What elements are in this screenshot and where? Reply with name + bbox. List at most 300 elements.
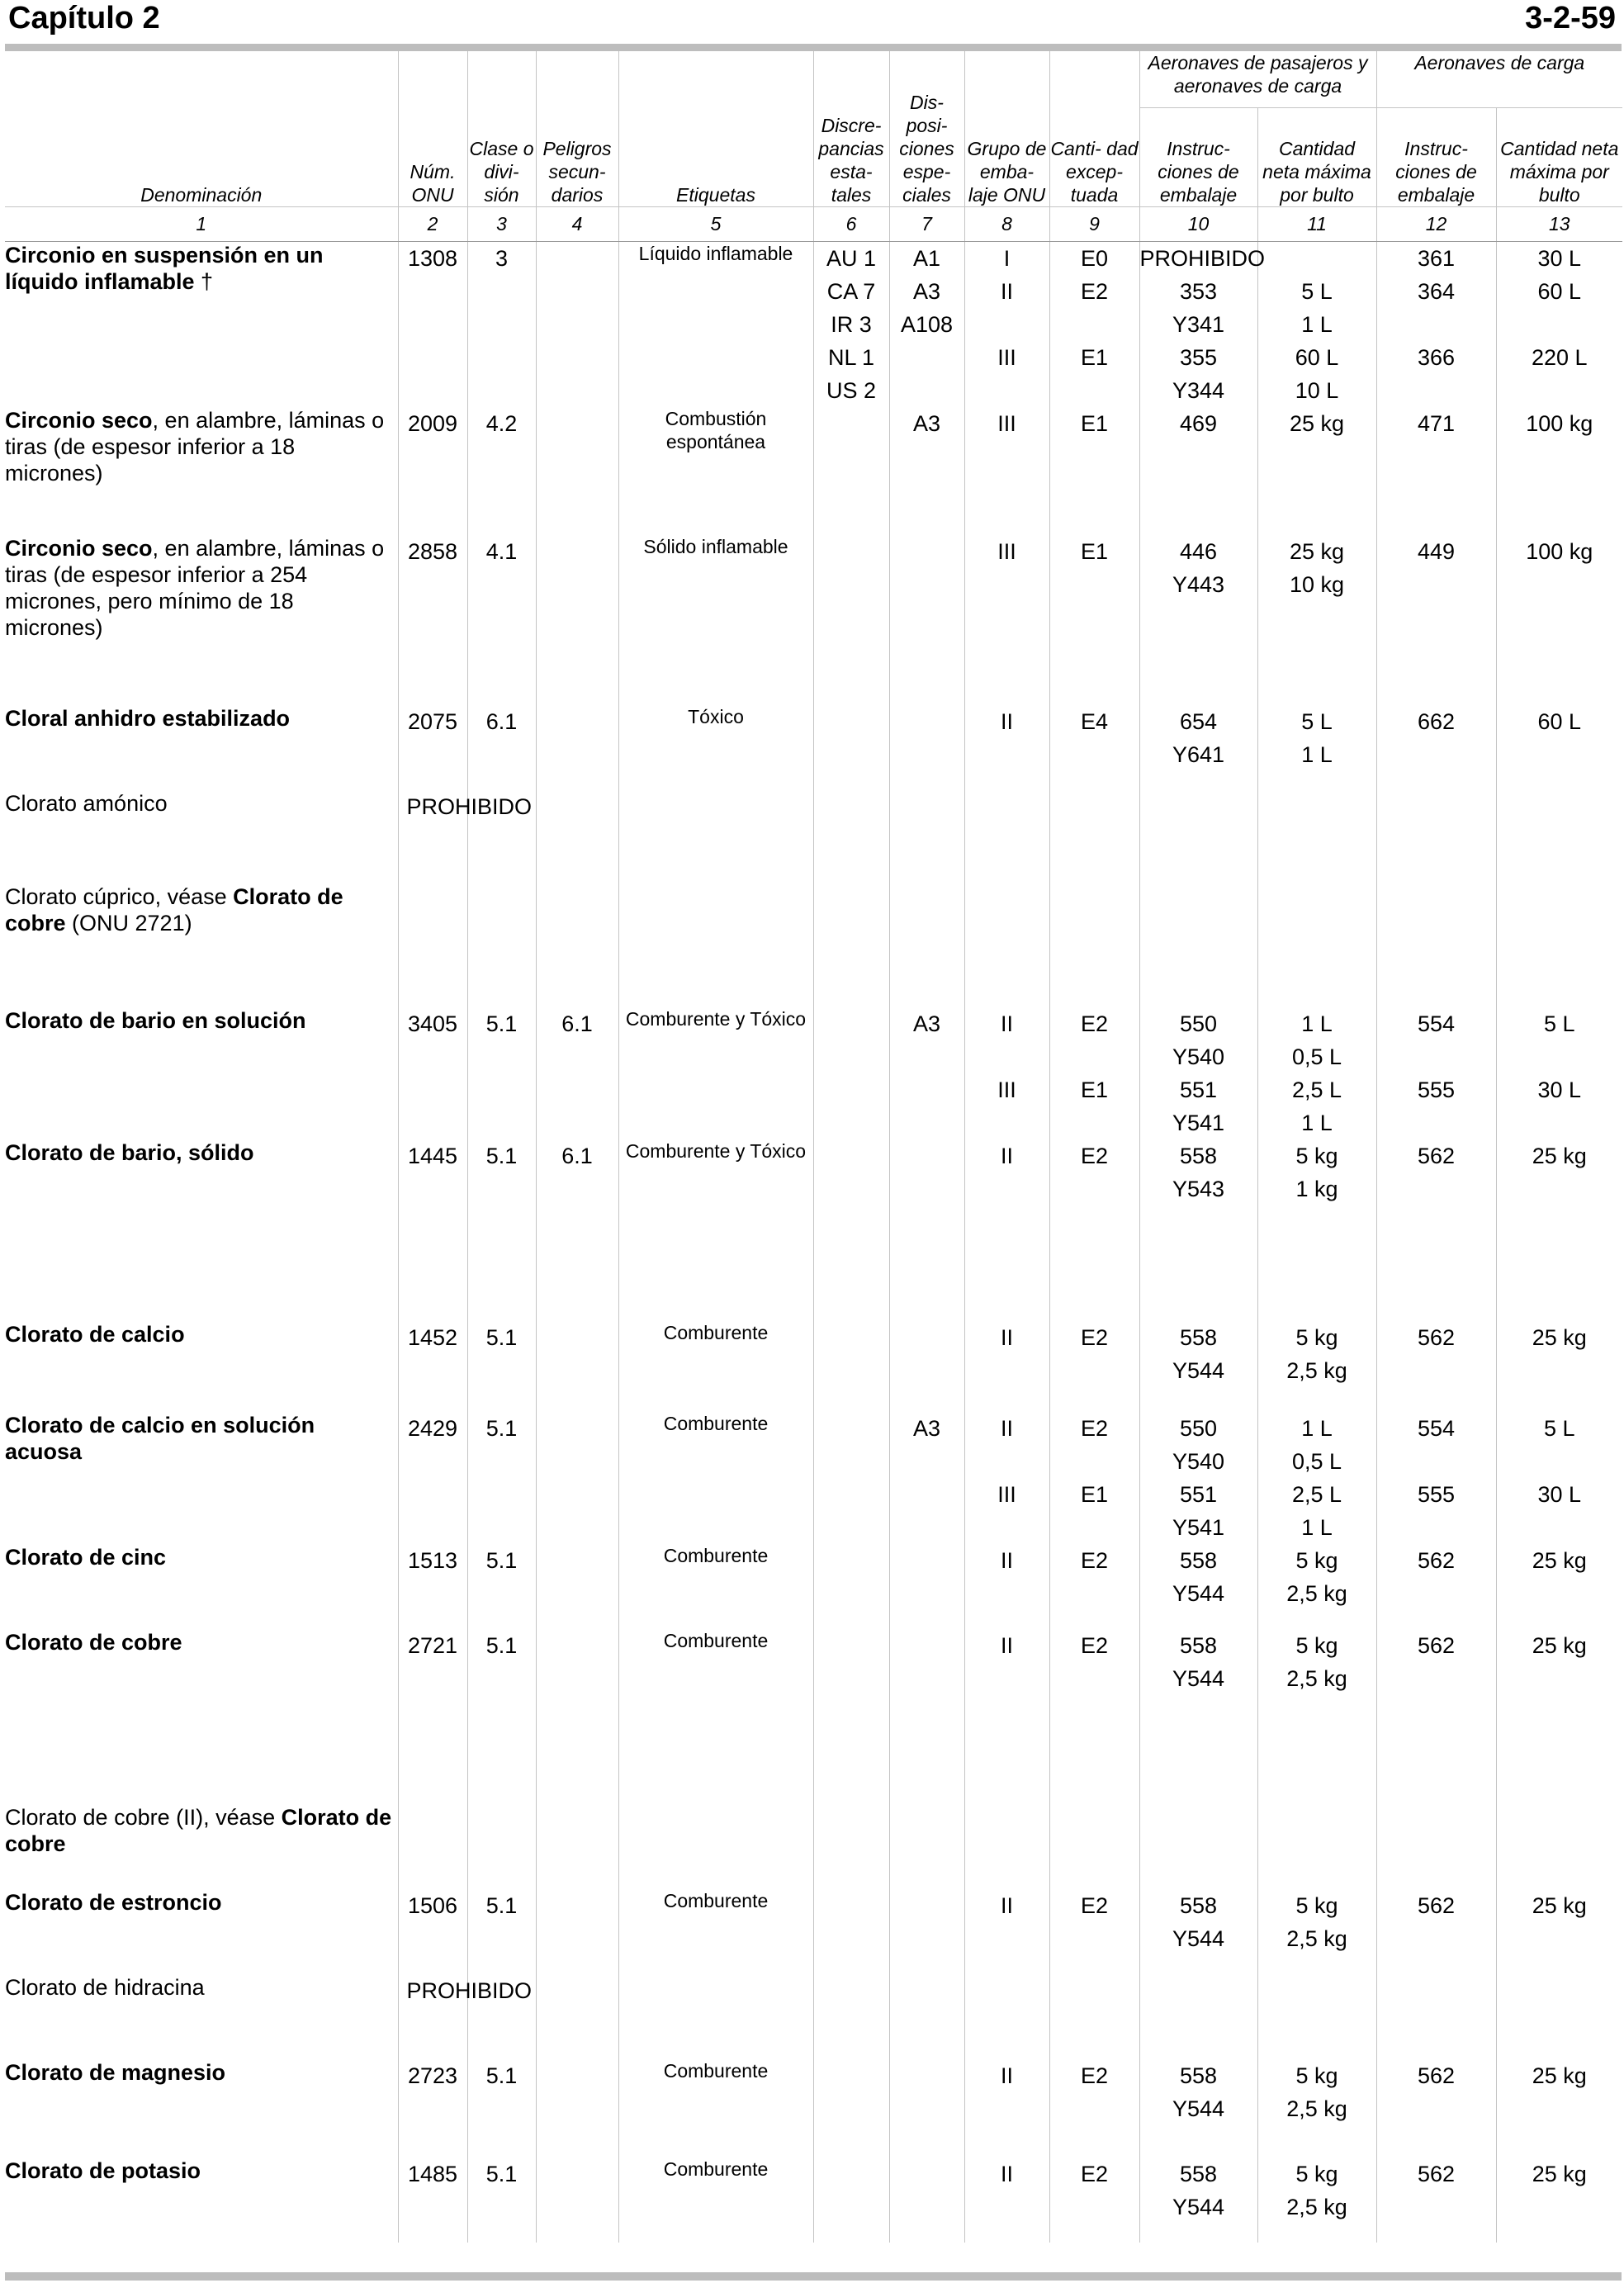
table-row: [5, 2059, 1622, 2157]
cargo-instruction-line: 562: [1417, 2161, 1456, 2186]
table-row: [5, 1889, 1622, 1974]
header-clase: Clase o divi- sión: [467, 51, 536, 206]
excepted-quantity-line: E2: [1080, 1892, 1109, 1918]
pax-quantity-line: 1 L: [1301, 741, 1333, 767]
cell-pax-instruction: [1139, 1974, 1257, 2059]
cargo-quantity-line: 25 kg: [1532, 2063, 1587, 2088]
cell-cargo-instruction: [1376, 705, 1496, 790]
cell-excepted-quantity: [1049, 1412, 1139, 1544]
pax-instruction-line: 551: [1179, 1077, 1218, 1102]
pax-instruction-line: Y544: [1172, 1357, 1225, 1383]
cell-cargo-quantity: [1496, 2157, 1622, 2243]
top-rule: [5, 44, 1622, 51]
cell-cargo-instruction: [1376, 2157, 1496, 2243]
name-bold: Circonio en suspensión en un líquido inflamable: [5, 242, 324, 294]
cell-cargo-quantity: [1496, 1544, 1622, 1629]
pax-quantity-line: 2,5 kg: [1286, 1665, 1347, 1691]
excepted-quantity-line: E2: [1080, 278, 1109, 304]
table-row: [5, 407, 1622, 535]
cell-cargo-instruction: [1376, 1139, 1496, 1321]
cell-cargo-instruction: [1376, 1007, 1496, 1139]
cell-pax-instruction: [1139, 407, 1257, 535]
packing-group-line: III: [997, 1481, 1016, 1507]
cell-packing-group: [964, 1139, 1049, 1321]
pax-quantity-line: 10 L: [1295, 377, 1339, 403]
cell-un-number: 1445: [398, 1139, 467, 1321]
cell-class: 5.1: [467, 2059, 536, 2157]
excepted-quantity-line: [1050, 1511, 1139, 1544]
cell-un-number: 2721: [398, 1629, 467, 1804]
cell-label: Tóxico: [618, 705, 813, 790]
pax-quantity-line: 5 kg: [1295, 2063, 1338, 2088]
cell-un-number: [398, 1804, 467, 1889]
cargo-instruction-line: 366: [1417, 344, 1456, 370]
cell-packing-group: [964, 2059, 1049, 2157]
cell-denominacion: [5, 1544, 398, 1629]
cargo-quantity-line: 25 kg: [1532, 1892, 1587, 1918]
cell-special-provisions: [889, 2059, 964, 2157]
cell-special-provisions: [889, 883, 964, 1007]
special-provisions-line: A1: [912, 245, 941, 271]
cell-cargo-quantity: [1496, 883, 1622, 1007]
col-number-grupo: 8: [964, 206, 1049, 241]
packing-group-line: II: [1000, 708, 1013, 734]
cell-pax-quantity: [1257, 1544, 1376, 1629]
excepted-quantity-line: E1: [1080, 344, 1109, 370]
pax-instruction-line: PROHIBIDO: [1139, 245, 1266, 271]
cell-subsidiary-hazard: [536, 1629, 618, 1804]
pax-quantity-line: 2,5 L: [1291, 1077, 1342, 1102]
cell-un-number: 3405: [398, 1007, 467, 1139]
cell-pax-quantity: [1257, 1974, 1376, 2059]
name-text: Clorato de hidracina: [5, 1974, 205, 2000]
cell-packing-group: [964, 883, 1049, 1007]
header-disposiciones: Dis- posi- ciones espe- ciales: [889, 51, 964, 206]
excepted-quantity-line: E1: [1080, 1077, 1109, 1102]
col-number-cargo-instrucciones: 12: [1376, 206, 1496, 241]
cell-denominacion: [5, 790, 398, 883]
table-row: [5, 705, 1622, 790]
cell-un-number: 1513: [398, 1544, 467, 1629]
name-bold: Clorato de magnesio: [5, 2059, 226, 2085]
header-peligros: Peligros secun- darios: [536, 51, 618, 206]
cell-special-provisions: [889, 790, 964, 883]
cell-class: 5.1: [467, 1629, 536, 1804]
header-num-onu: Núm. ONU: [398, 51, 467, 206]
cell-cargo-quantity: [1496, 1412, 1622, 1544]
cell-special-provisions: [889, 1007, 964, 1139]
excepted-quantity-line: [1050, 1445, 1139, 1478]
name-crossref: Clorato de cobre: [5, 883, 343, 935]
packing-group-line: III: [997, 538, 1016, 564]
cell-state-variations: [813, 883, 889, 1007]
header-pasajeros-group: Aeronaves de pasajeros y aeronaves de carga: [1139, 51, 1376, 107]
cargo-quantity-line: 30 L: [1537, 245, 1582, 271]
header-cargo-cantidad: Cantidad neta máxima por bulto: [1496, 107, 1622, 206]
excepted-quantity-line: E1: [1080, 538, 1109, 564]
pax-instruction-line: 558: [1179, 1143, 1218, 1168]
cargo-instruction-line: [1377, 374, 1496, 407]
pax-instruction-line: 558: [1179, 2161, 1218, 2186]
page-number: 3-2-59: [1525, 1, 1616, 36]
pax-quantity-line: 2,5 kg: [1286, 1357, 1347, 1383]
cell-cargo-quantity: [1496, 790, 1622, 883]
pax-quantity-line: 5 L: [1301, 278, 1333, 304]
cargo-instruction-line: 554: [1417, 1415, 1456, 1441]
cell-pax-instruction: [1139, 241, 1266, 407]
pax-quantity-line: 1 kg: [1295, 1176, 1338, 1201]
pax-quantity-line: 1 L: [1301, 1110, 1333, 1135]
table-row: [5, 1974, 1622, 2059]
cell-pax-quantity: [1257, 2059, 1376, 2157]
cell-pax-instruction: [1139, 1889, 1257, 1974]
cell-class: 5.1: [467, 1321, 536, 1412]
cell-cargo-instruction: [1376, 407, 1496, 535]
cell-denominacion: [5, 1889, 398, 1974]
name-bold: Clorato de estroncio: [5, 1889, 222, 1915]
cell-denominacion: [5, 705, 398, 790]
cell-special-provisions: [889, 241, 964, 407]
header-grupo: Grupo de emba- laje ONU: [964, 51, 1049, 206]
col-number-discrepancias: 6: [813, 206, 889, 241]
cell-pax-instruction: [1139, 883, 1257, 1007]
pax-instruction-line: 550: [1179, 1415, 1218, 1441]
cell-subsidiary-hazard: 6.1: [536, 1139, 618, 1321]
pax-instruction-line: 355: [1179, 344, 1218, 370]
pax-instruction-line: Y541: [1172, 1110, 1225, 1135]
cell-excepted-quantity: [1049, 705, 1139, 790]
excepted-quantity-line: [1050, 308, 1139, 341]
cargo-quantity-line: 60 L: [1537, 278, 1582, 304]
name-bold: Clorato de bario en solución: [5, 1007, 306, 1033]
cell-excepted-quantity: [1049, 1889, 1139, 1974]
cell-packing-group: [964, 1974, 1049, 2059]
cell-excepted-quantity: [1049, 1629, 1139, 1804]
pax-instruction-line: Y443: [1172, 571, 1225, 597]
cell-un-number: 1452: [398, 1321, 467, 1412]
cargo-quantity-line: [1497, 1511, 1623, 1544]
cell-cargo-instruction: [1376, 1974, 1496, 2059]
cell-label: Comburente y Tóxico: [618, 1007, 813, 1139]
excepted-quantity-line: E2: [1080, 1143, 1109, 1168]
cell-pax-quantity: [1257, 1321, 1376, 1412]
cell-special-provisions: [889, 1321, 964, 1412]
cell-cargo-instruction: [1376, 790, 1496, 883]
pax-quantity-line: 5 kg: [1295, 1547, 1338, 1573]
cell-class: 6.1: [467, 705, 536, 790]
cell-class: 5.1: [467, 2157, 536, 2243]
cell-excepted-quantity: [1049, 2059, 1139, 2157]
cargo-quantity-line: 60 L: [1537, 708, 1582, 734]
pax-instruction-line: Y544: [1172, 1925, 1225, 1951]
cell-label: [618, 1804, 813, 1889]
pax-quantity-line: 5 kg: [1295, 1892, 1338, 1918]
cargo-quantity-line: 5 L: [1544, 1415, 1575, 1441]
packing-group-line: [965, 1106, 1049, 1139]
table-row: [5, 241, 1622, 407]
cell-class: 4.2: [467, 407, 536, 535]
pax-quantity-line: 25 kg: [1289, 410, 1345, 436]
cell-label: Comburente: [618, 1629, 813, 1804]
special-provisions-line: A3: [912, 278, 941, 304]
cell-un-number: 2075: [398, 705, 467, 790]
cell-subsidiary-hazard: [536, 2157, 618, 2243]
excepted-quantity-line: [1050, 374, 1139, 407]
cell-cargo-instruction: [1376, 1804, 1496, 1889]
pax-quantity-line: 5 kg: [1295, 2161, 1338, 2186]
cargo-quantity-line: 30 L: [1537, 1077, 1582, 1102]
cell-state-variations: [813, 241, 889, 407]
packing-group-line: II: [1000, 1632, 1013, 1658]
cell-packing-group: [964, 241, 1049, 407]
cell-excepted-quantity: [1049, 790, 1139, 883]
packing-group-line: [965, 1040, 1049, 1073]
cell-state-variations: [813, 1974, 889, 2059]
pax-instruction-line: Y641: [1172, 741, 1225, 767]
table-row: [5, 1544, 1622, 1629]
packing-group-line: [965, 308, 1049, 341]
cell-state-variations: [813, 1412, 889, 1544]
cell-label: Comburente: [618, 2157, 813, 2243]
cell-subsidiary-hazard: [536, 1321, 618, 1412]
cell-pax-quantity: [1257, 705, 1376, 790]
bottom-rule: [5, 2272, 1622, 2281]
packing-group-line: II: [1000, 278, 1013, 304]
cell-state-variations: [813, 535, 889, 705]
excepted-quantity-line: E4: [1080, 708, 1109, 734]
cell-subsidiary-hazard: 6.1: [536, 1007, 618, 1139]
col-number-disposiciones: 7: [889, 206, 964, 241]
excepted-quantity-line: E2: [1080, 1324, 1109, 1350]
table-row: [5, 883, 1622, 1007]
cell-state-variations: [813, 790, 889, 883]
pax-quantity-line: 2,5 L: [1291, 1481, 1342, 1507]
cell-excepted-quantity: [1049, 241, 1139, 407]
table-row: [5, 1139, 1622, 1321]
header-pax-instrucciones: Instruc- ciones de embalaje: [1139, 107, 1257, 206]
table-row: [5, 1321, 1622, 1412]
cell-special-provisions: [889, 407, 964, 535]
cell-pax-instruction: [1139, 2157, 1257, 2243]
cell-pax-instruction: [1139, 2059, 1257, 2157]
cell-label: [618, 883, 813, 1007]
cell-excepted-quantity: [1049, 1544, 1139, 1629]
pax-instruction-line: 551: [1179, 1481, 1218, 1507]
name-text: , en alambre, láminas o tiras (de espesor inferior a 18 micrones): [5, 407, 385, 485]
pax-quantity-line: 0,5 L: [1291, 1044, 1342, 1069]
pax-quantity-line: 60 L: [1295, 344, 1339, 370]
cargo-quantity-line: 25 kg: [1532, 1324, 1587, 1350]
col-number-pax-instrucciones: 10: [1139, 206, 1257, 241]
cell-class: 5.1: [467, 1139, 536, 1321]
cell-cargo-instruction: [1376, 1544, 1496, 1629]
cell-cargo-quantity: [1496, 407, 1622, 535]
cargo-quantity-line: [1497, 308, 1623, 341]
cell-cargo-quantity: [1496, 1007, 1622, 1139]
table-row: [5, 2157, 1622, 2243]
cell-packing-group: [964, 2157, 1049, 2243]
excepted-quantity-line: E0: [1080, 245, 1109, 271]
cell-state-variations: [813, 407, 889, 535]
pax-instruction-line: 558: [1179, 1547, 1218, 1573]
cell-un-number: 2009: [398, 407, 467, 535]
cargo-instruction-line: 662: [1417, 708, 1456, 734]
cargo-quantity-line: 100 kg: [1526, 538, 1593, 564]
col-number-cargo-cantidad: 13: [1496, 206, 1622, 241]
special-provisions-line: A3: [912, 1415, 941, 1441]
cargo-instruction-line: [1377, 1511, 1496, 1544]
col-number-num-onu: 2: [398, 206, 467, 241]
cell-denominacion: [5, 1974, 398, 2059]
name-text: Clorato amónico: [5, 790, 168, 816]
cell-cargo-quantity: [1496, 1629, 1622, 1804]
packing-group-line: II: [1000, 1324, 1013, 1350]
cell-pax-instruction: [1139, 1412, 1257, 1544]
header-cargo-instrucciones: Instruc- ciones de embalaje: [1376, 107, 1496, 206]
cargo-quantity-line: [1497, 1106, 1623, 1139]
cell-state-variations: [813, 2157, 889, 2243]
cargo-quantity-line: 25 kg: [1532, 1143, 1587, 1168]
header-carga-group: Aeronaves de carga: [1376, 51, 1622, 107]
cell-cargo-instruction: [1376, 883, 1496, 1007]
cell-special-provisions: [889, 1139, 964, 1321]
cargo-quantity-line: 25 kg: [1532, 1632, 1587, 1658]
cell-pax-instruction: [1139, 535, 1257, 705]
cell-excepted-quantity: [1049, 1804, 1139, 1889]
cell-denominacion: [5, 883, 398, 1007]
cell-cargo-quantity: [1496, 1804, 1622, 1889]
cell-packing-group: [964, 1804, 1049, 1889]
cell-un-number: 1485: [398, 2157, 467, 2243]
pax-instruction-line: Y541: [1172, 1514, 1225, 1540]
state-variations-line: NL 1: [827, 344, 875, 370]
name-crossref: Clorato de cobre: [5, 1804, 392, 1856]
cell-pax-quantity: [1257, 1804, 1376, 1889]
pax-quantity-line: 0,5 L: [1291, 1448, 1342, 1474]
pax-quantity-line: 1 L: [1301, 1514, 1333, 1540]
cell-pax-quantity: [1257, 1412, 1376, 1544]
pax-instruction-line: Y540: [1172, 1044, 1225, 1069]
cell-state-variations: [813, 1321, 889, 1412]
cargo-quantity-line: [1497, 1445, 1623, 1478]
cell-class: 3: [467, 241, 536, 407]
name-text: †: [194, 268, 214, 294]
table-row: [5, 1804, 1622, 1889]
cell-cargo-instruction: [1376, 535, 1496, 705]
cell-label: [618, 790, 813, 883]
cell-state-variations: [813, 705, 889, 790]
pax-instruction-line: Y344: [1172, 377, 1225, 403]
cell-state-variations: [813, 1139, 889, 1321]
excepted-quantity-line: E1: [1080, 1481, 1109, 1507]
cell-cargo-instruction: [1376, 1412, 1496, 1544]
cell-label: Líquido inflamable: [618, 241, 813, 407]
prohibited-text: PROHIBIDO: [406, 793, 533, 819]
cell-special-provisions: [889, 705, 964, 790]
cell-un-number: 2723: [398, 2059, 467, 2157]
cargo-instruction-line: 449: [1417, 538, 1456, 564]
cell-class: 5.1: [467, 1544, 536, 1629]
cell-un-number: 2858: [398, 535, 467, 705]
cell-label: Comburente: [618, 1889, 813, 1974]
pax-instruction-line: Y543: [1172, 1176, 1225, 1201]
special-provisions-line: A108: [900, 311, 954, 337]
cell-label: Comburente: [618, 1544, 813, 1629]
cell-packing-group: [964, 790, 1049, 883]
cargo-instruction-line: 361: [1417, 245, 1456, 271]
cargo-quantity-line: 220 L: [1531, 344, 1588, 370]
cell-pax-quantity: [1257, 535, 1376, 705]
cell-subsidiary-hazard: [536, 1412, 618, 1544]
cell-state-variations: [813, 1007, 889, 1139]
cell-denominacion: [5, 1139, 398, 1321]
cell-un-number: 1506: [398, 1889, 467, 1974]
table-body: [5, 241, 1622, 2243]
cell-class: 5.1: [467, 1007, 536, 1139]
packing-group-line: II: [1000, 1011, 1013, 1036]
pax-quantity-line: 25 kg: [1289, 538, 1345, 564]
cell-class: 5.1: [467, 1412, 536, 1544]
cell-packing-group: [964, 1412, 1049, 1544]
cargo-instruction-line: [1377, 1106, 1496, 1139]
cell-packing-group: [964, 1544, 1049, 1629]
pax-quantity-line: [1318, 242, 1436, 275]
cell-packing-group: [964, 1321, 1049, 1412]
excepted-quantity-line: E2: [1080, 1632, 1109, 1658]
cell-denominacion: [5, 2157, 398, 2243]
packing-group-line: II: [1000, 2063, 1013, 2088]
cell-subsidiary-hazard: [536, 407, 618, 535]
table-row: [5, 1412, 1622, 1544]
cargo-quantity-line: 30 L: [1537, 1481, 1582, 1507]
pax-quantity-line: 10 kg: [1289, 571, 1345, 597]
cell-excepted-quantity: [1049, 407, 1139, 535]
name-bold: Clorato de calcio: [5, 1321, 185, 1347]
cell-pax-instruction: [1139, 790, 1257, 883]
pax-instruction-line: 353: [1179, 278, 1218, 304]
header-denominacion: Denominación: [5, 51, 398, 206]
packing-group-line: III: [997, 1077, 1016, 1102]
col-number-pax-cantidad: 11: [1257, 206, 1376, 241]
cargo-instruction-line: 555: [1417, 1481, 1456, 1507]
cell-subsidiary-hazard: [536, 1544, 618, 1629]
cell-cargo-quantity: [1496, 1139, 1622, 1321]
state-variations-line: US 2: [826, 377, 877, 403]
cell-pax-instruction: [1139, 1629, 1257, 1804]
cell-denominacion: [5, 535, 398, 705]
pax-instruction-line: 446: [1179, 538, 1218, 564]
cell-special-provisions: [889, 1974, 964, 2059]
pax-instruction-line: 558: [1179, 1632, 1218, 1658]
header-discrepancias: Discre- pancias esta- tales: [813, 51, 889, 206]
cell-packing-group: [964, 1007, 1049, 1139]
cell-packing-group: [964, 535, 1049, 705]
cell-cargo-instruction: [1376, 1889, 1496, 1974]
cell-class: [467, 883, 536, 1007]
packing-group-line: [965, 374, 1049, 407]
cell-denominacion: [5, 1629, 398, 1804]
pax-quantity-line: 2,5 kg: [1286, 1580, 1347, 1606]
chapter-title: Capítulo 2: [8, 1, 160, 36]
cargo-quantity-line: 5 L: [1544, 1011, 1575, 1036]
cell-denominacion: [5, 407, 398, 535]
pax-instruction-line: 558: [1179, 1324, 1218, 1350]
cell-state-variations: [813, 1804, 889, 1889]
cell-pax-quantity: [1257, 1629, 1376, 1804]
cell-subsidiary-hazard: [536, 535, 618, 705]
cargo-instruction-line: 562: [1417, 1892, 1456, 1918]
cargo-quantity-line: 100 kg: [1526, 410, 1593, 436]
